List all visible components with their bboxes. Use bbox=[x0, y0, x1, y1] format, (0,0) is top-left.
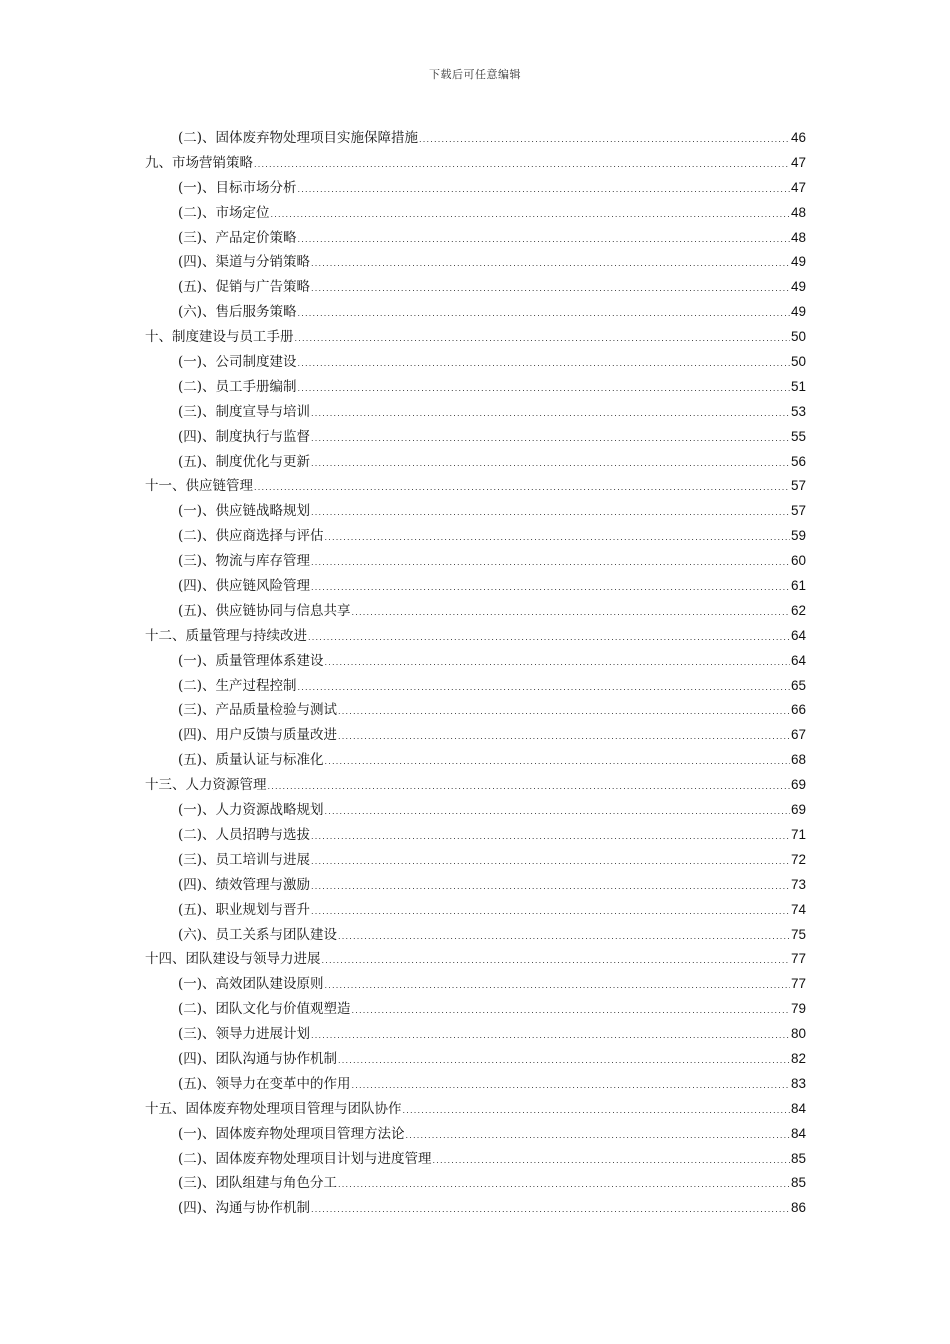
toc-page-number: 56 bbox=[790, 453, 806, 469]
toc-section-entry[interactable] bbox=[145, 972, 806, 997]
toc-page-number: 47 bbox=[790, 154, 806, 170]
toc-section-entry[interactable] bbox=[145, 698, 806, 723]
toc-dot-leader bbox=[352, 1074, 790, 1099]
toc-dot-leader bbox=[311, 825, 790, 850]
toc-dot-leader bbox=[338, 1049, 790, 1074]
toc-page-number: 49 bbox=[790, 304, 806, 320]
toc-page-number: 48 bbox=[790, 204, 806, 220]
toc-entry-title: (二)、固体废弃物处理项目计划与进度管理 bbox=[178, 1150, 432, 1167]
toc-dot-leader bbox=[311, 900, 790, 925]
toc-entry-title: (三)、制度宣导与培训 bbox=[178, 403, 311, 420]
toc-dot-leader bbox=[338, 925, 790, 950]
toc-entry-title: 十五、固体废弃物处理项目管理与团队协作 bbox=[145, 1100, 402, 1117]
toc-page-number: 79 bbox=[790, 1001, 806, 1017]
toc-entry-title: 十三、人力资源管理 bbox=[145, 777, 267, 794]
toc-dot-leader bbox=[325, 651, 790, 676]
toc-entry-title: (二)、固体废弃物处理项目实施保障措施 bbox=[178, 130, 419, 146]
toc-entry-title: (六)、员工关系与团队建设 bbox=[178, 926, 338, 943]
toc-dot-leader bbox=[311, 875, 790, 900]
toc-section-entry[interactable] bbox=[145, 1171, 806, 1196]
toc-page-number: 69 bbox=[790, 777, 806, 793]
toc-entry-title: (四)、沟通与协作机制 bbox=[178, 1200, 311, 1217]
toc-page-number: 57 bbox=[790, 503, 806, 519]
toc-entry-title: 九、市场营销策略 bbox=[145, 154, 253, 171]
toc-chapter-entry[interactable] bbox=[145, 1097, 806, 1122]
toc-dot-leader bbox=[352, 999, 790, 1024]
toc-page-number: 55 bbox=[790, 428, 806, 444]
toc-entry-title: 十、制度建设与员工手册 bbox=[145, 329, 294, 346]
toc-section-entry[interactable] bbox=[145, 375, 806, 400]
toc-entry-title: (三)、团队组建与角色分工 bbox=[178, 1175, 338, 1192]
toc-page-number: 64 bbox=[790, 627, 806, 643]
toc-section-entry[interactable] bbox=[145, 599, 806, 624]
toc-page-number: 50 bbox=[790, 354, 806, 370]
toc-entry-title: (一)、供应链战略规划 bbox=[178, 503, 311, 520]
toc-page-number: 64 bbox=[790, 652, 806, 668]
toc-page-number: 75 bbox=[790, 926, 806, 942]
toc-page-number: 68 bbox=[790, 752, 806, 768]
toc-page-number: 86 bbox=[790, 1200, 806, 1216]
toc-entry-title: (四)、制度执行与监督 bbox=[178, 428, 311, 445]
toc-page-number: 67 bbox=[790, 727, 806, 743]
toc-entry-title: 十二、质量管理与持续改进 bbox=[145, 627, 307, 644]
toc-dot-leader bbox=[298, 302, 790, 327]
toc-section-entry[interactable] bbox=[145, 574, 806, 599]
toc-chapter-entry[interactable] bbox=[145, 151, 806, 176]
toc-entry-title: (四)、渠道与分销策略 bbox=[178, 254, 311, 271]
toc-dot-leader bbox=[298, 676, 790, 701]
toc-page-number: 85 bbox=[790, 1175, 806, 1191]
toc-dot-leader bbox=[311, 1198, 790, 1223]
toc-page-number: 85 bbox=[790, 1150, 806, 1166]
toc-page-number: 73 bbox=[790, 876, 806, 892]
toc-section-entry[interactable] bbox=[145, 126, 806, 151]
toc-page-number: 49 bbox=[790, 279, 806, 295]
toc-dot-leader bbox=[254, 153, 790, 178]
toc-entry-title: (二)、供应商选择与评估 bbox=[178, 528, 324, 545]
toc-page-number: 46 bbox=[790, 130, 806, 145]
toc-page-number: 72 bbox=[790, 851, 806, 867]
toc-page-number: 71 bbox=[790, 826, 806, 842]
toc-dot-leader bbox=[311, 576, 790, 601]
toc-entry-title: (四)、团队沟通与协作机制 bbox=[178, 1050, 338, 1067]
toc-entry-title: (六)、售后服务策略 bbox=[178, 304, 297, 321]
toc-section-entry[interactable] bbox=[145, 400, 806, 425]
toc-section-entry[interactable] bbox=[145, 923, 806, 948]
toc-page-number: 50 bbox=[790, 329, 806, 345]
toc-section-entry[interactable] bbox=[145, 300, 806, 325]
toc-dot-leader bbox=[419, 128, 790, 153]
toc-entry-title: (三)、员工培训与进展 bbox=[178, 851, 311, 868]
toc-page-number: 82 bbox=[790, 1050, 806, 1066]
toc-entry-title: (三)、产品质量检验与测试 bbox=[178, 702, 338, 719]
toc-dot-leader bbox=[403, 1099, 790, 1124]
toc-page-number: 84 bbox=[790, 1100, 806, 1116]
toc-dot-leader bbox=[311, 252, 790, 277]
toc-dot-leader bbox=[311, 452, 790, 477]
toc-page-number: 60 bbox=[790, 553, 806, 569]
toc-section-entry[interactable] bbox=[145, 1047, 806, 1072]
toc-dot-leader bbox=[433, 1149, 790, 1174]
toc-dot-leader bbox=[311, 551, 790, 576]
toc-section-entry[interactable] bbox=[145, 1122, 806, 1147]
toc-dot-leader bbox=[298, 377, 790, 402]
toc-section-entry[interactable] bbox=[145, 1147, 806, 1172]
toc-dot-leader bbox=[322, 949, 790, 974]
toc-section-entry[interactable] bbox=[145, 873, 806, 898]
toc-page-number: 65 bbox=[790, 677, 806, 693]
toc-section-entry[interactable] bbox=[145, 275, 806, 300]
toc-entry-title: (五)、领导力在变革中的作用 bbox=[178, 1075, 351, 1092]
toc-dot-leader bbox=[338, 700, 790, 725]
toc-section-entry[interactable] bbox=[145, 898, 806, 923]
toc-dot-leader bbox=[338, 1173, 790, 1198]
toc-page-number: 80 bbox=[790, 1026, 806, 1042]
toc-entry-title: (五)、供应链协同与信息共享 bbox=[178, 602, 351, 619]
toc-page-number: 49 bbox=[790, 254, 806, 270]
toc-entry-title: (一)、目标市场分析 bbox=[178, 179, 297, 196]
toc-entry-title: (一)、固体废弃物处理项目管理方法论 bbox=[178, 1125, 405, 1142]
toc-page-number: 62 bbox=[790, 602, 806, 618]
toc-section-entry[interactable] bbox=[145, 723, 806, 748]
toc-page-number: 47 bbox=[790, 179, 806, 195]
toc-page-number: 57 bbox=[790, 478, 806, 494]
toc-entry-title: (一)、人力资源战略规划 bbox=[178, 802, 324, 819]
toc-section-entry[interactable] bbox=[145, 748, 806, 773]
toc-page-number: 69 bbox=[790, 802, 806, 818]
toc-page-number: 51 bbox=[790, 378, 806, 394]
toc-dot-leader bbox=[268, 775, 790, 800]
toc-page-number: 84 bbox=[790, 1125, 806, 1141]
toc-section-entry[interactable] bbox=[145, 499, 806, 524]
toc-dot-leader bbox=[406, 1124, 790, 1149]
toc-entry-title: (二)、市场定位 bbox=[178, 204, 270, 221]
toc-entry-title: (二)、团队文化与价值观塑造 bbox=[178, 1001, 351, 1018]
toc-page-number: 77 bbox=[790, 976, 806, 992]
toc-entry-title: (三)、产品定价策略 bbox=[178, 229, 297, 246]
toc-section-entry[interactable] bbox=[145, 674, 806, 699]
toc-section-entry[interactable] bbox=[145, 350, 806, 375]
toc-entry-title: (三)、物流与库存管理 bbox=[178, 553, 311, 570]
toc-chapter-entry[interactable] bbox=[145, 624, 806, 649]
toc-section-entry[interactable] bbox=[145, 1072, 806, 1097]
toc-page-number: 83 bbox=[790, 1075, 806, 1091]
toc-entry-title: (四)、绩效管理与激励 bbox=[178, 876, 311, 893]
toc-dot-leader bbox=[254, 476, 790, 501]
toc-entry-title: (五)、质量认证与标准化 bbox=[178, 752, 324, 769]
toc-dot-leader bbox=[338, 725, 790, 750]
toc-section-entry[interactable] bbox=[145, 1196, 806, 1221]
toc-entry-title: 十四、团队建设与领导力进展 bbox=[145, 951, 321, 968]
toc-entry-title: 十一、供应链管理 bbox=[145, 478, 253, 495]
toc-section-entry[interactable] bbox=[145, 848, 806, 873]
toc-entry-title: (五)、制度优化与更新 bbox=[178, 453, 311, 470]
toc-entry-title: (一)、质量管理体系建设 bbox=[178, 652, 324, 669]
toc-entry-title: (一)、公司制度建设 bbox=[178, 354, 297, 371]
toc-entry-title: (五)、职业规划与晋升 bbox=[178, 901, 311, 918]
toc-section-entry[interactable] bbox=[145, 176, 806, 201]
toc-page-number: 77 bbox=[790, 951, 806, 967]
toc-entry-title: (四)、用户反馈与质量改进 bbox=[178, 727, 338, 744]
toc-page-number: 74 bbox=[790, 901, 806, 917]
toc-entry-title: (二)、人员招聘与选拔 bbox=[178, 826, 311, 843]
toc-dot-leader bbox=[311, 501, 790, 526]
toc-dot-leader bbox=[325, 974, 790, 999]
page-header: 下载后可任意编辑 bbox=[429, 68, 521, 81]
toc-dot-leader bbox=[298, 178, 790, 203]
toc-section-entry[interactable] bbox=[145, 649, 806, 674]
toc-section-entry[interactable] bbox=[145, 823, 806, 848]
toc-dot-leader bbox=[325, 526, 790, 551]
toc-entry-title: (一)、高效团队建设原则 bbox=[178, 976, 324, 993]
toc-chapter-entry[interactable] bbox=[145, 325, 806, 350]
toc-dot-leader bbox=[325, 750, 790, 775]
toc-dot-leader bbox=[298, 352, 790, 377]
toc-dot-leader bbox=[298, 228, 790, 253]
toc-dot-leader bbox=[311, 850, 790, 875]
toc-section-entry[interactable] bbox=[145, 798, 806, 823]
table-of-contents bbox=[145, 126, 806, 1221]
toc-dot-leader bbox=[325, 800, 790, 825]
toc-page-number: 53 bbox=[790, 403, 806, 419]
toc-entry-title: (五)、促销与广告策略 bbox=[178, 279, 311, 296]
toc-section-entry[interactable] bbox=[145, 226, 806, 251]
toc-chapter-entry[interactable] bbox=[145, 773, 806, 798]
toc-dot-leader bbox=[295, 327, 790, 352]
toc-entry-title: (三)、领导力进展计划 bbox=[178, 1026, 311, 1043]
toc-section-entry[interactable] bbox=[145, 250, 806, 275]
toc-entry-title: (二)、员工手册编制 bbox=[178, 378, 297, 395]
toc-section-entry[interactable] bbox=[145, 450, 806, 475]
toc-dot-leader bbox=[308, 626, 790, 651]
toc-chapter-entry[interactable] bbox=[145, 947, 806, 972]
toc-section-entry[interactable] bbox=[145, 524, 806, 549]
toc-section-entry[interactable] bbox=[145, 425, 806, 450]
toc-dot-leader bbox=[271, 203, 790, 228]
toc-page-number: 61 bbox=[790, 578, 806, 594]
toc-dot-leader bbox=[352, 601, 790, 626]
toc-section-entry[interactable] bbox=[145, 997, 806, 1022]
toc-page-number: 48 bbox=[790, 229, 806, 245]
toc-section-entry[interactable] bbox=[145, 549, 806, 574]
toc-entry-title: (四)、供应链风险管理 bbox=[178, 578, 311, 595]
toc-section-entry[interactable] bbox=[145, 1022, 806, 1047]
toc-section-entry[interactable] bbox=[145, 201, 806, 226]
toc-page-number: 66 bbox=[790, 702, 806, 718]
toc-page-number: 59 bbox=[790, 528, 806, 544]
toc-dot-leader bbox=[311, 277, 790, 302]
toc-dot-leader bbox=[311, 402, 790, 427]
toc-dot-leader bbox=[311, 1024, 790, 1049]
toc-dot-leader bbox=[311, 427, 790, 452]
toc-chapter-entry[interactable] bbox=[145, 474, 806, 499]
toc-entry-title: (二)、生产过程控制 bbox=[178, 677, 297, 694]
